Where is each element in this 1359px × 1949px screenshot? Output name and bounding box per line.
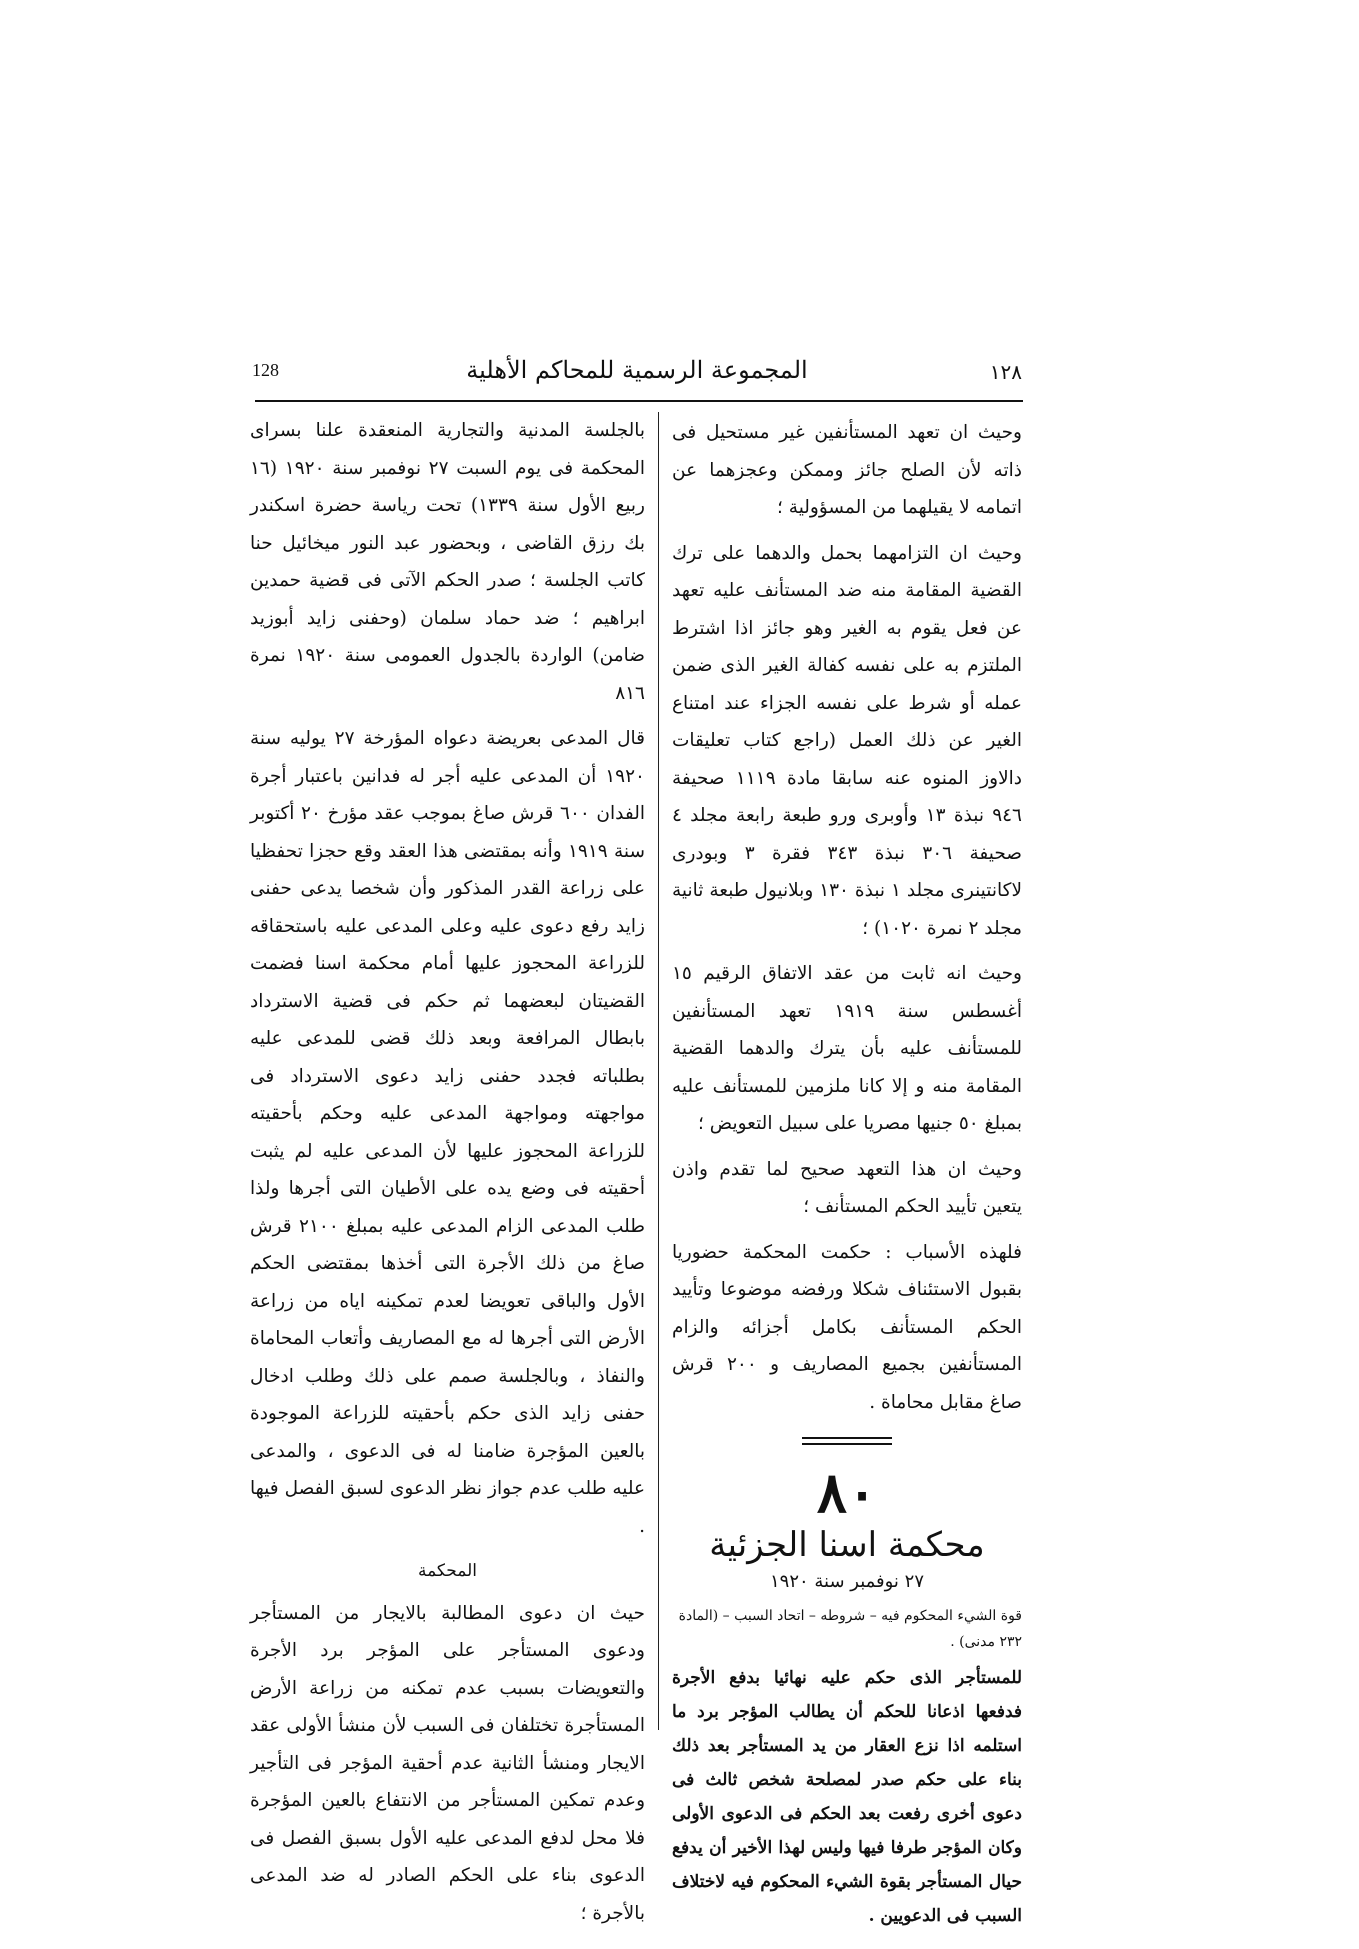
paragraph: وحيث ان هذا التعهد صحيح لما تقدم واذن يتعين تأييد الحكم المستأنف ؛ [672,1158,1022,1217]
judgment-paragraph: فلهذه الأسباب : حكمت المحكمة حضوريا بقبول الاستئناف شكلا ورفضه موضوعا وتأييد الحكم المستأنف بكامل أجزائه والزام المستأنفين بجميع المصاريف و ٢٠٠ قرش صاغ مقابل محاماة . [672,1241,1022,1413]
paragraph: وحيث ان تعهد المستأنفين غير مستحيل فى ذاته لأن الصلح جائز وممكن وعجزهما عن اتمامه لا يقيلهما من المسؤولية ؛ [672,422,1022,518]
right-column [672,414,1022,1941]
case-holding: للمستأجر الذى حكم عليه نهائيا بدفع الأجرة فدفعها اذعانا للحكم أن يطالب المؤجر برد ما استلمه اذا نزع العقار من يد المستأجر بعد ذلك بناء على حكم صدر لمصلحة شخص ثالث فى دعوى أخرى رفعت بعد الحكم فى الدعوى الأولى وكان المؤجر طرفا فيها وليس لهذا الأخير أن يدفع حيال المستأجر بقوة الشيء المحكوم فيه لاختلاف السبب فى الدعويين . [672,1668,1022,1926]
page-number-arabic: ١٢٨ [989,360,1022,384]
column-divider [658,412,659,1730]
double-rule-divider [802,1437,892,1445]
session-intro: بالجلسة المدنية والتجارية المنعقدة علنا بسراى المحكمة فى يوم السبت ٢٧ نوفمبر سنة ١٩٢٠ (١٦ ربيع الأول سنة ١٣٣٩) تحت رياسة حضرة اسكندر بك رزق القاضى ، وبحضور عبد النور ميخائيل حنا كاتب الجلسة ؛ صدر الحكم الآتى فى قضية حمدين ابراهيم ؛ ضد حماد سلمان (وحفنى زايد أبوزيد ضامن) الواردة بالجدول العمومى سنة ١٩٢٠ نمرة ٨١٦ [250,420,646,704]
header-rule [255,400,1023,402]
case-date: ٢٧ نوفمبر سنة ١٩٢٠ [769,1571,925,1592]
paragraph: وحيث انه ثابت من عقد الاتفاق الرقيم ١٥ أغسطس سنة ١٩١٩ تعهد المستأنفين للمستأنف عليه بأن يترك والدهما القضية المقامة منه و إلا كانا ملزمين للمستأنف عليه بمبلغ ٥٠ جنيها مصريا على سبيل التعويض ؛ [672,963,1022,1134]
paragraph: وحيث ان التزامهما بحمل والدهما على ترك القضية المقامة منه ضد المستأنف عليه تعهد عن فعل يقوم به الغير وهو جائز اذا اشترط الملتزم به على نفسه كفالة الغير الذى ضمن عمله أو شرط على نفسه الجزاء عند امتناع الغير عن ذلك العمل (راجع كتاب تعليقات دالاوز المنوه عنه سابقا مادة ١١١٩ صحيفة ٩٤٦ نبذة ١٣ وأوبرى ورو طبعة رابعة مجلد ٤ صحيفة ٣٠٦ نبذة ٣٤٣ فقرة ٣ وبودرى لاكانتينرى مجلد ١ نبذة ١٣٠ وبلانيول طبعة ثانية مجلد ٢ نمرة ١٠٢٠) ؛ [672,542,1022,939]
page-header [252,356,1022,396]
running-title: المجموعة الرسمية للمحاكم الأهلية [466,356,808,384]
court-reasoning: حيث ان دعوى المطالبة بالايجار من المستأجر ودعوى المستأجر على المؤجر برد الأجرة والتعويضات بسبب عدم تمكنه من زراعة الأرض المستأجرة تختلفان فى السبب لأن منشأ الأولى عقد الايجار ومنشأ الثانية عدم أحقية المؤجر فى التأجير وعدم تمكين المستأجر من الانتفاع بالعين المؤجرة فلا محل لدفع المدعى عليه الأول بسبق الفصل فى الدعوى بناء على الحكم الصادر له ضد المدعى بالأجرة ؛ [250,1602,645,1924]
left-column [250,412,645,1940]
facts-paragraph: قال المدعى بعريضة دعواه المؤرخة ٢٧ يوليه سنة ١٩٢٠ أن المدعى عليه أجر له فدانين باعتبار أجرة الفدان ٦٠٠ قرش صاغ بموجب عقد مؤرخ ٢٠ أكتوبر سنة ١٩١٩ وأنه بمقتضى هذا العقد وقع حجزا تحفظيا على زراعة القدر المذكور وأن شخصا يدعى حفنى زايد رفع دعوى عليه وعلى المدعى عليه باستحقاقه للزراعة المحجوز عليها أمام محكمة اسنا فضمت القضيتان لبعضهما ثم حكم فى قضية الاسترداد بابطال المرافعة وبعد ذلك قضى للمدعى عليه بطلباته فجدد حفنى زايد دعوى الاسترداد فى مواجهته ومواجهة المدعى عليه وحكم بأحقيته للزراعة المحجوز عليها لأن المدعى عليه لم يثبت أحقيته فى وضع يده على الأطيان التى أجرها ولذا طلب المدعى الزام المدعى عليه بمبلغ ٢١٠٠ قرش صاغ من ذلك الأجرة التى أخذها بمقتضى الحكم الأول والباقى تعويضا لعدم تمكينه اياه من زراعة الأرض التى أجرها له مع المصاريف وأتعاب المحاماة والنفاذ ، وبالجلسة صمم على ذلك وطلب ادخال حفنى زايد الذى حكم بأحقيته للزراعة الموجودة بالعين المؤجرة ضامنا له فى الدعوى ، والمدعى عليه طلب عدم جواز نظر الدعوى لسبق الفصل فيها . [250,728,646,1537]
case-keywords: قوة الشيء المحكوم فيه – شروطه – اتحاد السبب – (المادة ٢٣٢ مدنى) . [678,1608,1022,1650]
section-title: المحكمة [417,1561,478,1581]
case-number: ٨٠ [816,1460,878,1526]
page-number-latin: 128 [252,360,279,380]
court-name: محكمة اسنا الجزئية [709,1525,985,1565]
